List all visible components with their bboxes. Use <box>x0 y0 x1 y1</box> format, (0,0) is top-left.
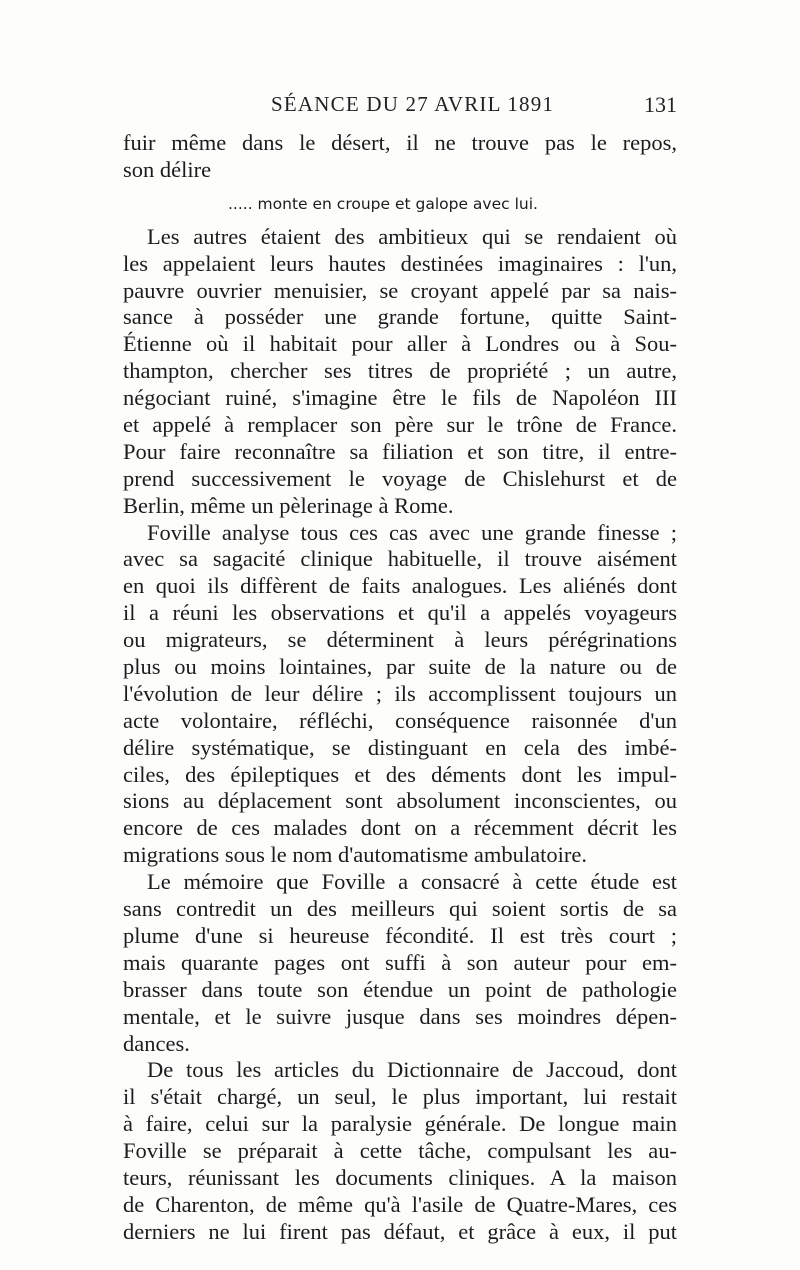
text-line: en quoi ils diffèrent de faits analogues. Les aliénés dont <box>123 573 677 599</box>
body-text <box>123 130 677 1246</box>
text-line: ou migrateurs, se déterminent à leurs pérégrinations <box>123 627 677 653</box>
text-line: il s'était chargé, un seul, le plus important, lui restait <box>123 1084 677 1110</box>
text-line: négociant ruiné, s'imagine être le fils de Napoléon III <box>123 385 677 411</box>
text-line: pauvre ouvrier menuisier, se croyant appelé par sa nais- <box>123 277 677 303</box>
text-line: Foville se préparait à cette tâche, compulsant les au- <box>123 1138 677 1164</box>
text-line: plus ou moins lointaines, par suite de la nature ou de <box>123 654 677 680</box>
text-line: fuir même dans le désert, il ne trouve pas le repos, <box>123 130 677 155</box>
text-line: teurs, réunissant les documents cliniques. A la maison <box>123 1164 677 1190</box>
text-line: Pour faire reconnaître sa filiation et son titre, il entre- <box>123 438 677 464</box>
text-line: mentale, et le suivre jusque dans ses moindres dépen- <box>123 1003 677 1029</box>
text-line: sans contredit un des meilleurs qui soient sortis de sa <box>123 896 677 922</box>
text-line: acte volontaire, réfléchi, conséquence raisonnée d'un <box>123 707 677 733</box>
paragraph-start: Les autres étaient des ambitieux qui se rendaient où <box>147 223 677 249</box>
text-line: son délire <box>123 156 212 182</box>
text-line: Étienne où il habitait pour aller à Londres ou à Sou- <box>123 331 677 357</box>
running-head: SÉANCE DU 27 AVRIL 1891 <box>271 92 555 116</box>
page-number: 131 <box>644 92 677 117</box>
verse-quotation: ..... monte en croupe et galope avec lui. <box>228 194 538 213</box>
text-line: et appelé à remplacer son père sur le trône de France. <box>123 412 677 438</box>
text-line: mais quarante pages ont suffi à son auteur pour em- <box>123 949 677 975</box>
text-line: de Charenton, de même qu'à l'asile de Quatre-Mares, ces <box>123 1191 677 1217</box>
text-line: brasser dans toute son étendue un point de pathologie <box>123 976 677 1002</box>
paragraph-start: Le mémoire que Foville a consacré à cette étude est <box>147 869 677 895</box>
text-line: à faire, celui sur la paralysie générale. De longue main <box>123 1111 677 1137</box>
text-line: sions au déplacement sont absolument inconscientes, ou <box>123 788 677 814</box>
text-line: derniers ne lui firent pas défaut, et grâce à eux, il put <box>123 1218 677 1244</box>
text-line: délire systématique, se distinguant en cela des imbé- <box>123 734 677 760</box>
text-line: ciles, des épileptiques et des déments dont les impul- <box>123 761 677 787</box>
text-line: les appelaient leurs hautes destinées imaginaires : l'un, <box>123 250 677 276</box>
text-line: encore de ces malades dont on a récemment décrit les <box>123 815 677 841</box>
text-line: il a réuni les observations et qu'il a appelés voyageurs <box>123 600 677 626</box>
text-line: dances. <box>123 1030 190 1056</box>
text-line: plume d'une si heureuse fécondité. Il est très court ; <box>123 922 677 948</box>
page-header <box>123 92 677 122</box>
text-line: sance à posséder une grande fortune, quitte Saint- <box>123 304 677 330</box>
text-line: avec sa sagacité clinique habituelle, il trouve aisément <box>123 546 677 572</box>
text-line: prend successivement le voyage de Chislehurst et de <box>123 465 677 491</box>
text-line: thampton, chercher ses titres de propriété ; un autre, <box>123 358 677 384</box>
text-line: Berlin, même un pèlerinage à Rome. <box>123 492 454 518</box>
paragraph-start: Foville analyse tous ces cas avec une grande finesse ; <box>147 519 677 545</box>
paragraph-start: De tous les articles du Dictionnaire de Jaccoud, dont <box>147 1057 677 1083</box>
text-line: l'évolution de leur délire ; ils accomplissent toujours un <box>123 680 677 706</box>
text-line: migrations sous le nom d'automatisme ambulatoire. <box>123 842 587 868</box>
